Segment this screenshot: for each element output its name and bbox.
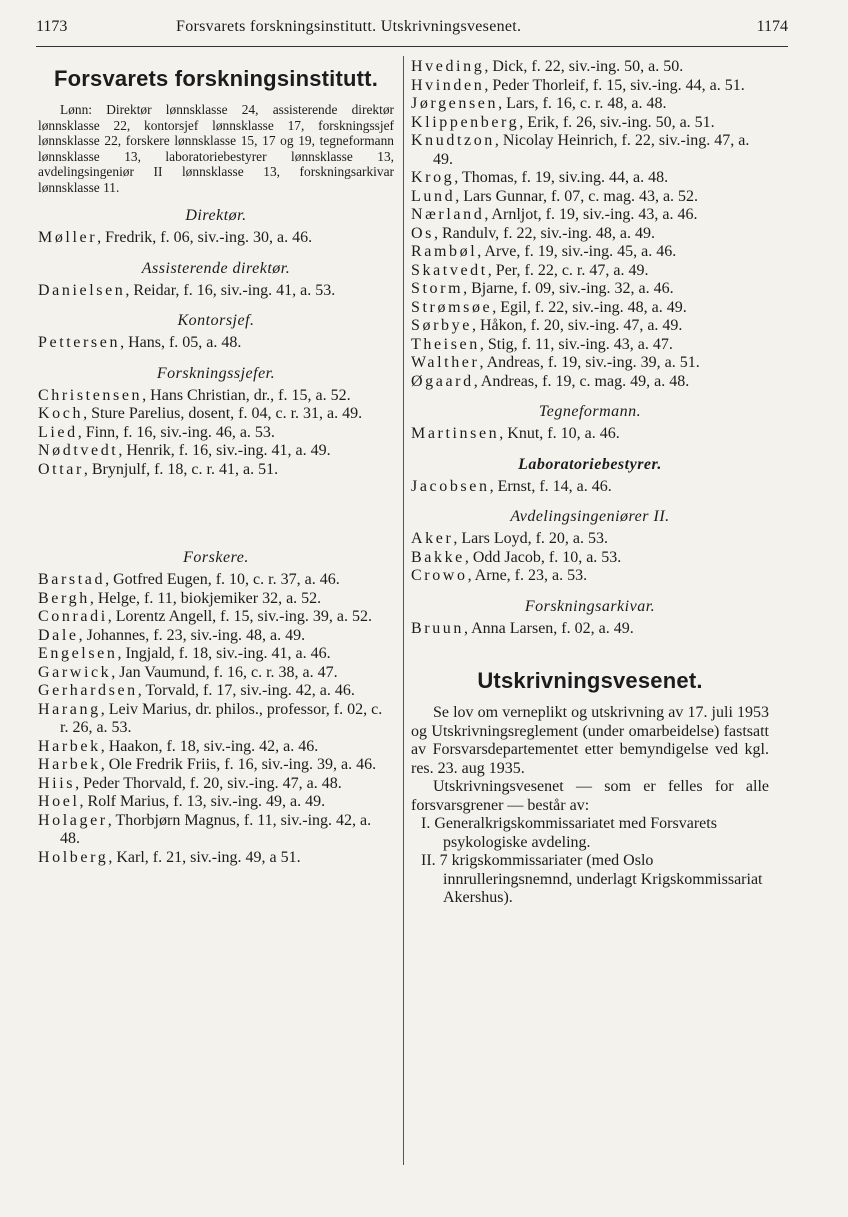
person-entry xyxy=(38,608,394,627)
person-surname: Hvinden xyxy=(411,76,485,94)
spacer xyxy=(411,638,769,660)
right-column xyxy=(411,58,769,908)
person-details: , Ernst, f. 14, a. 46. xyxy=(489,477,612,495)
person-entry xyxy=(411,478,769,497)
person-entry xyxy=(38,590,394,609)
person-details: , Leiv Marius, dr. philos., professor, f. 02, c. r. 26, a. 53. xyxy=(60,700,383,736)
person-surname: Christensen xyxy=(38,386,143,404)
salary-paragraph: Lønn: Direktør lønnsklasse 24, assisterende direktør lønnsklasse 22, kontorsjef lønnsklasse 17, forskningssjef lønnsklasse 22, forskere lønnsklasse 15, 17 og 19, tegneformann lønnsklasse 13, laboratoriebestyrer lønnsklasse 13, avdelingsingeniør II lønnsklasse 13, forskningsarkivar lønnsklasse 11. xyxy=(38,102,394,195)
person-details: , Gotfred Eugen, f. 10, c. r. 37, a. 46. xyxy=(105,571,340,588)
person-details: , Egil, f. 22, siv.-ing. 48, a. 49. xyxy=(492,298,687,316)
column-divider xyxy=(403,56,404,1165)
person-surname: Rambøl xyxy=(411,243,478,260)
person-details: , Lorentz Angell, f. 15, siv.-ing. 39, a. 52. xyxy=(107,608,372,625)
person-entry xyxy=(38,334,394,353)
spacer xyxy=(38,479,394,537)
person-entry xyxy=(411,225,769,244)
person-surname: Knudtzon xyxy=(411,132,495,149)
person-details: , Peder Thorvald, f. 20, siv.-ing. 47, a. 48. xyxy=(75,774,342,792)
person-details: , Thorbjørn Magnus, f. 11, siv.-ing. 42, a. 48. xyxy=(60,811,372,847)
person-surname: Nødtvedt xyxy=(38,442,119,459)
list-item: II. 7 krigskommissariater (med Oslo innrulleringsnemnd, underlagt Krigskommissariat Akershus). xyxy=(421,852,763,906)
section-title-forsvarets: Forsvarets forskningsinstitutt. xyxy=(53,66,379,91)
person-entry xyxy=(411,132,769,169)
person-surname: Lund xyxy=(411,187,456,205)
person-details: , Sture Parelius, dosent, f. 04, c. r. 31, a. 49. xyxy=(83,405,363,422)
person-entry xyxy=(411,206,769,225)
composition-paragraph: Utskrivningsvesenet — som er felles for alle forsvarsgrener — består av: xyxy=(411,778,769,814)
person-surname: Lied xyxy=(38,423,78,441)
person-surname: Harang xyxy=(38,700,101,718)
person-entry xyxy=(38,424,394,443)
role-heading: Tegneformann. xyxy=(538,403,642,420)
person-entry xyxy=(411,549,769,568)
person-surname: Garwick xyxy=(38,663,112,681)
person-surname: Jacobsen xyxy=(411,477,490,495)
person-entry xyxy=(411,354,769,373)
role-heading: Laboratoriebestyrer. xyxy=(518,455,662,473)
person-surname: Bakke xyxy=(411,548,465,566)
section-title-utskrivning: Utskrivningsvesenet. xyxy=(477,668,703,693)
person-entry xyxy=(38,849,394,868)
person-entry xyxy=(38,756,394,775)
person-details: , Johannes, f. 23, siv.-ing. 48, a. 49. xyxy=(78,626,306,644)
running-title: Forsvarets forskningsinstitutt. Utskrivningsvesenet. xyxy=(176,18,522,35)
person-surname: Harbek xyxy=(38,737,101,755)
person-details: , Erik, f. 26, siv.-ing. 50, a. 51. xyxy=(519,113,715,131)
person-entry xyxy=(38,405,394,424)
person-entry xyxy=(38,682,394,701)
person-surname: Walther xyxy=(411,354,480,371)
person-surname: Strømsøe xyxy=(411,298,493,316)
person-surname: Øgaard xyxy=(411,372,474,390)
role-heading: Assisterende direktør. xyxy=(141,259,291,277)
person-details: , Rolf Marius, f. 13, siv.-ing. 49, a. 49. xyxy=(79,793,326,810)
person-entry xyxy=(411,58,769,77)
person-details: , Arne, f. 23, a. 53. xyxy=(467,567,588,584)
person-surname: Hveding xyxy=(411,58,485,75)
person-details: , Hans Christian, dr., f. 15, a. 52. xyxy=(142,386,351,404)
header-rule xyxy=(36,46,788,47)
person-surname: Danielsen xyxy=(38,281,126,299)
person-surname: Skatvedt xyxy=(411,261,488,279)
person-entry xyxy=(411,95,769,114)
person-details: , Knut, f. 10, a. 46. xyxy=(499,425,620,442)
person-entry xyxy=(38,282,394,301)
page-number-right: 1174 xyxy=(756,18,788,35)
person-surname: Krog xyxy=(411,169,455,186)
person-details: , Lars Gunnar, f. 07, c. mag. 43, a. 52. xyxy=(455,187,699,205)
person-details: , Per, f. 22, c. r. 47, a. 49. xyxy=(487,261,649,279)
person-details: , Thomas, f. 19, siv.ing. 44, a. 48. xyxy=(454,169,669,186)
left-column xyxy=(38,58,394,867)
person-entry xyxy=(411,77,769,96)
person-details: , Andreas, f. 19, siv.-ing. 39, a. 51. xyxy=(479,354,700,371)
person-details: , Henrik, f. 16, siv.-ing. 41, a. 49. xyxy=(118,442,331,459)
person-surname: Pettersen xyxy=(38,334,121,351)
person-surname: Gerhardsen xyxy=(38,682,138,699)
list-item: I. Generalkrigskommissariatet med Forsvarets psykologiske avdeling. xyxy=(421,815,717,851)
person-surname: Nærland xyxy=(411,206,485,223)
person-entry xyxy=(38,738,394,757)
person-details: , Lars, f. 16, c. r. 48, a. 48. xyxy=(498,95,667,112)
person-surname: Bergh xyxy=(38,589,90,607)
person-entry xyxy=(411,373,769,392)
person-surname: Holager xyxy=(38,811,108,829)
role-heading: Forskere. xyxy=(183,549,249,566)
person-entry xyxy=(38,442,394,461)
role-heading: Forskningsarkivar. xyxy=(524,597,656,615)
person-details: , Haakon, f. 18, siv.-ing. 42, a. 46. xyxy=(100,737,319,755)
person-entry xyxy=(38,627,394,646)
person-details: , Odd Jacob, f. 10, a. 53. xyxy=(464,548,622,566)
person-details: , Jan Vaumund, f. 16, c. r. 38, a. 47. xyxy=(111,663,338,681)
person-details: , Håkon, f. 20, siv.-ing. 47, a. 49. xyxy=(471,317,683,334)
person-entry xyxy=(411,280,769,299)
person-entry xyxy=(411,317,769,336)
person-surname: Aker xyxy=(411,530,454,547)
person-details: , Finn, f. 16, siv.-ing. 46, a. 53. xyxy=(77,423,275,441)
person-surname: Holberg xyxy=(38,848,109,866)
person-surname: Storm xyxy=(411,280,464,297)
person-details: , Andreas, f. 19, c. mag. 49, a. 48. xyxy=(473,372,690,390)
person-surname: Ottar xyxy=(38,460,84,478)
person-entry xyxy=(411,188,769,207)
person-details: , Dick, f. 22, siv.-ing. 50, a. 50. xyxy=(484,58,684,75)
person-details: , Helge, f. 11, biokjemiker 32, a. 52. xyxy=(89,589,322,607)
person-entry xyxy=(411,567,769,586)
person-surname: Harbek xyxy=(38,756,101,773)
person-details: , Brynjulf, f. 18, c. r. 41, a. 51. xyxy=(83,460,279,478)
person-entry xyxy=(38,387,394,406)
person-entry xyxy=(38,812,394,849)
person-details: , Reidar, f. 16, siv.-ing. 41, a. 53. xyxy=(125,281,336,299)
person-entry xyxy=(38,701,394,738)
person-details: , Stig, f. 11, siv.-ing. 43, a. 47. xyxy=(479,335,673,353)
person-surname: Hoel xyxy=(38,793,80,810)
person-surname: Sørbye xyxy=(411,317,472,334)
person-surname: Barstad xyxy=(38,571,106,588)
person-entry xyxy=(38,571,394,590)
person-entry xyxy=(411,620,769,639)
person-surname: Hiis xyxy=(38,774,76,792)
person-entry xyxy=(411,530,769,549)
person-details: , Peder Thorleif, f. 15, siv.-ing. 44, a. 51. xyxy=(484,76,745,94)
person-surname: Theisen xyxy=(411,335,480,353)
person-entry xyxy=(38,461,394,480)
person-details: , Lars Loyd, f. 20, a. 53. xyxy=(453,530,609,547)
person-details: , Nicolay Heinrich, f. 22, siv.-ing. 47, a. 49. xyxy=(433,132,750,168)
person-details: , Fredrik, f. 06, siv.-ing. 30, a. 46. xyxy=(97,229,313,246)
person-details: , Randulv, f. 22, siv.-ing. 48, a. 49. xyxy=(433,224,655,242)
person-entry xyxy=(411,114,769,133)
person-entry xyxy=(411,243,769,262)
person-details: , Ole Fredrik Friis, f. 16, siv.-ing. 39, a. 46. xyxy=(100,756,377,773)
person-entry xyxy=(38,793,394,812)
page-header xyxy=(36,18,788,40)
person-entry xyxy=(38,645,394,664)
person-surname: Klippenberg xyxy=(411,113,520,131)
person-entry xyxy=(411,262,769,281)
person-details: , Arve, f. 19, siv.-ing. 45, a. 46. xyxy=(477,243,677,260)
person-surname: Bruun xyxy=(411,619,464,637)
person-details: , Anna Larsen, f. 02, a. 49. xyxy=(464,619,634,637)
person-surname: Engelsen xyxy=(38,645,118,662)
person-details: , Ingjald, f. 18, siv.-ing. 41, a. 46. xyxy=(117,645,331,662)
person-surname: Crowo xyxy=(411,567,468,584)
page-number-left: 1173 xyxy=(36,18,68,35)
person-entry xyxy=(411,336,769,355)
person-details: , Arnljot, f. 19, siv.-ing. 43, a. 46. xyxy=(484,206,698,223)
person-entry xyxy=(38,775,394,794)
role-heading: Avdelingsingeniører II. xyxy=(510,508,670,525)
role-heading: Forskningssjefer. xyxy=(156,364,276,382)
person-surname: Jørgensen xyxy=(411,95,499,112)
role-heading: Kontorsjef. xyxy=(177,312,255,329)
person-surname: Os xyxy=(411,224,434,242)
role-heading: Direktør. xyxy=(185,207,247,224)
person-surname: Martinsen xyxy=(411,425,500,442)
person-details: , Karl, f. 21, siv.-ing. 49, a 51. xyxy=(108,848,301,866)
person-entry xyxy=(411,425,769,444)
person-surname: Dale xyxy=(38,626,79,644)
person-surname: Koch xyxy=(38,405,84,422)
person-surname: Conradi xyxy=(38,608,108,625)
person-details: , Hans, f. 05, a. 48. xyxy=(120,334,242,351)
intro-paragraph: Se lov om verneplikt og utskrivning av 17. juli 1953 og Utskrivningsreglement (under omarbeidelse) fastsatt av Forsvarsdepartementet etter bemyndigelse ved kgl. res. 23. aug 1935. xyxy=(411,704,769,777)
person-entry xyxy=(411,299,769,318)
person-entry xyxy=(411,169,769,188)
person-details: , Torvald, f. 17, siv.-ing. 42, a. 46. xyxy=(137,682,355,699)
person-entry xyxy=(38,229,394,248)
person-surname: Møller xyxy=(38,229,98,246)
person-details: , Bjarne, f. 09, siv.-ing. 32, a. 46. xyxy=(463,280,674,297)
person-entry xyxy=(38,664,394,683)
